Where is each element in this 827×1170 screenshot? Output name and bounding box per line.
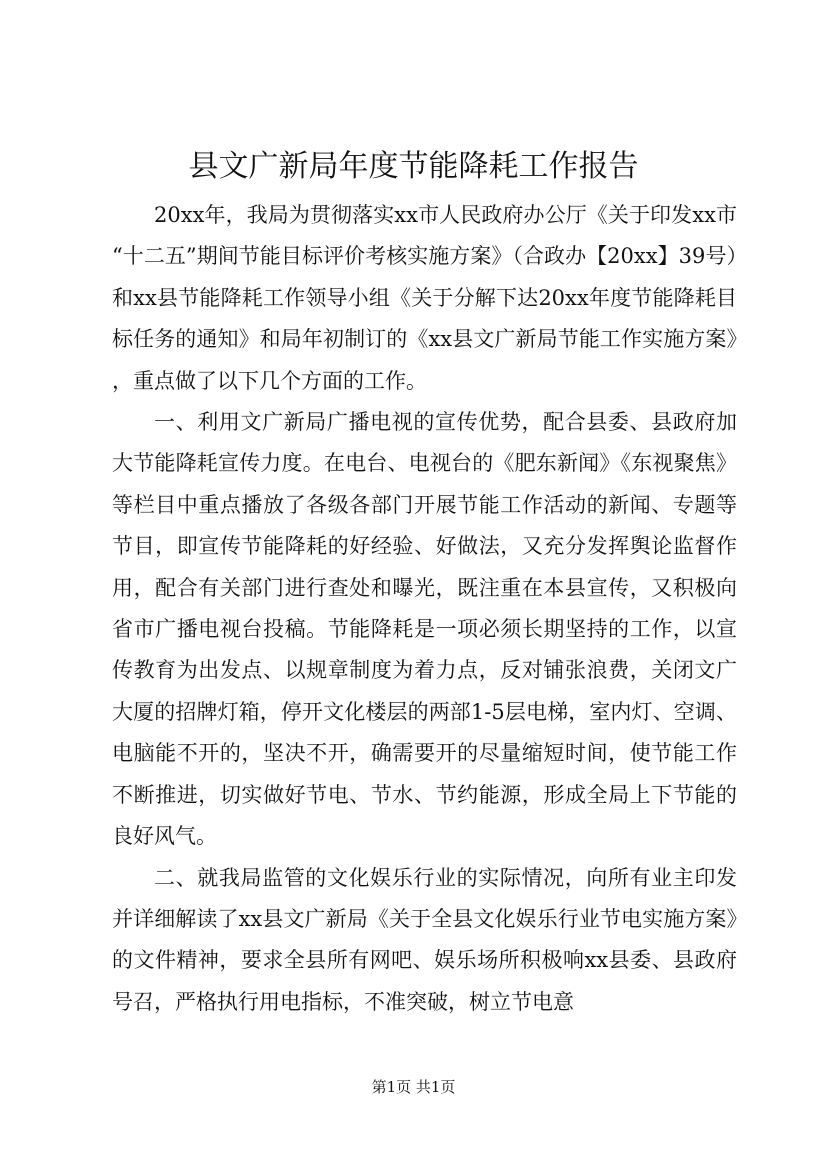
document-body — [112, 195, 737, 1023]
document-title: 县文广新局年度节能降耗工作报告 — [188, 149, 639, 184]
paragraph-section-one: 一、利用文广新局广播电视的宣传优势，配合县委、县政府加大节能降耗宣传力度。在电台、电视台的《肥东新闻》《东视聚焦》等栏目中重点播放了各级各部门开展节能工作活动的新闻、专题等节目，即宣传节能降耗的好经验、好做法，又充分发挥舆论监督作用，配合有关部门进行查处和曝光，既注重在本县宣传，又积极向省市广播电视台投稿。节能降耗是一项必须长期坚持的工作，以宣传教育为出发点、以规章制度为着力点，反对铺张浪费，关闭文广大厦的招牌灯箱，停开文化楼层的两部1-5层电梯，室内灯、空调、电脑能不开的，坚决不开，确需要开的尽量缩短时间，使节能工作不断推进，切实做好节电、节水、节约能源，形成全局上下节能的良好风气。 — [112, 410, 737, 849]
page-footer: 第1页 共1页 — [371, 1078, 456, 1096]
paragraph-section-two: 二、就我局监管的文化娱乐行业的实际情况，向所有业主印发并详细解读了xx县文广新局《关于全县文化娱乐行业节电实施方案》的文件精神，要求全县所有网吧、娱乐场所积极响xx县委、县政府号召，严格执行用电指标，不准突破，树立节电意 — [112, 865, 737, 1014]
paragraph-intro: 20xx年，我局为贯彻落实xx市人民政府办公厅《关于印发xx市“十二五”期间节能目标评价考核实施方案》（合政办【20xx】39号）和xx县节能降耗工作领导小组《关于分解下达20xx年度节能降耗目标任务的通知》和局年初制订的《xx县文广新局节能工作实施方案》，重点做了以下几个方面的工作。 — [112, 203, 737, 393]
